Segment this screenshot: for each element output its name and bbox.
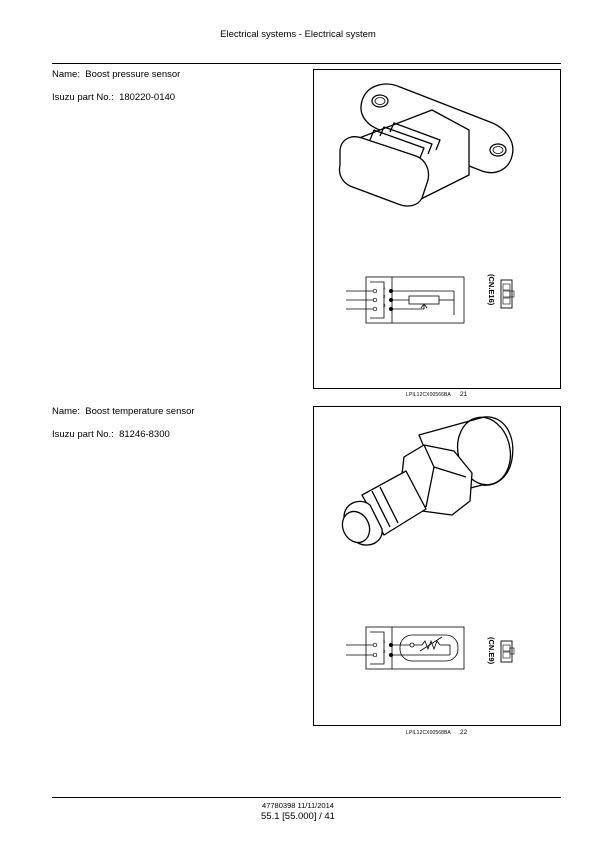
figure-caption-code: LPIL12CX00568BA xyxy=(406,730,451,736)
name-value: Boost temperature sensor xyxy=(85,406,195,417)
pin-label: 2 xyxy=(383,294,386,299)
item-part-row xyxy=(52,429,170,440)
pin-label: 2 xyxy=(383,649,386,654)
item-name-row xyxy=(52,406,195,417)
connector-label: (CN.E16) xyxy=(487,274,496,306)
connector-symbol xyxy=(487,637,496,665)
figure-caption-number: 22 xyxy=(460,729,468,736)
connector-symbol xyxy=(487,274,496,306)
figure-boost-pressure-sensor xyxy=(313,69,561,389)
name-label: Name: xyxy=(52,406,80,417)
connector-label: (CN.E9) xyxy=(487,637,496,665)
part-label: Isuzu part No.: xyxy=(52,429,114,440)
figure-caption-number: 21 xyxy=(460,391,468,398)
footer-document-id: 47780398 11/11/2014 xyxy=(262,801,334,810)
figure-boost-temperature-sensor xyxy=(313,406,561,726)
name-value: Boost pressure sensor xyxy=(85,69,181,80)
header-rule xyxy=(52,63,561,64)
pin-label: 1 xyxy=(383,639,386,644)
name-label: Name: xyxy=(52,69,80,80)
part-label: Isuzu part No.: xyxy=(52,92,114,103)
pin-label: 1 xyxy=(383,285,386,290)
page-header-title: Electrical systems - Electrical system xyxy=(220,29,376,40)
part-value: 81246-8300 xyxy=(119,429,170,440)
figure-caption-code: LPIL12CX00566BA xyxy=(406,392,451,398)
part-value: 180220-0140 xyxy=(119,92,176,103)
footer-page-number: 55.1 [55.000] / 41 xyxy=(261,811,335,822)
footer-rule xyxy=(52,797,561,798)
boost-temperature-sensor-illustration xyxy=(314,407,560,725)
item-name-row xyxy=(52,69,180,80)
boost-pressure-sensor-illustration xyxy=(314,70,560,388)
pin-label: 3 xyxy=(383,303,386,308)
item-part-row xyxy=(52,92,175,103)
